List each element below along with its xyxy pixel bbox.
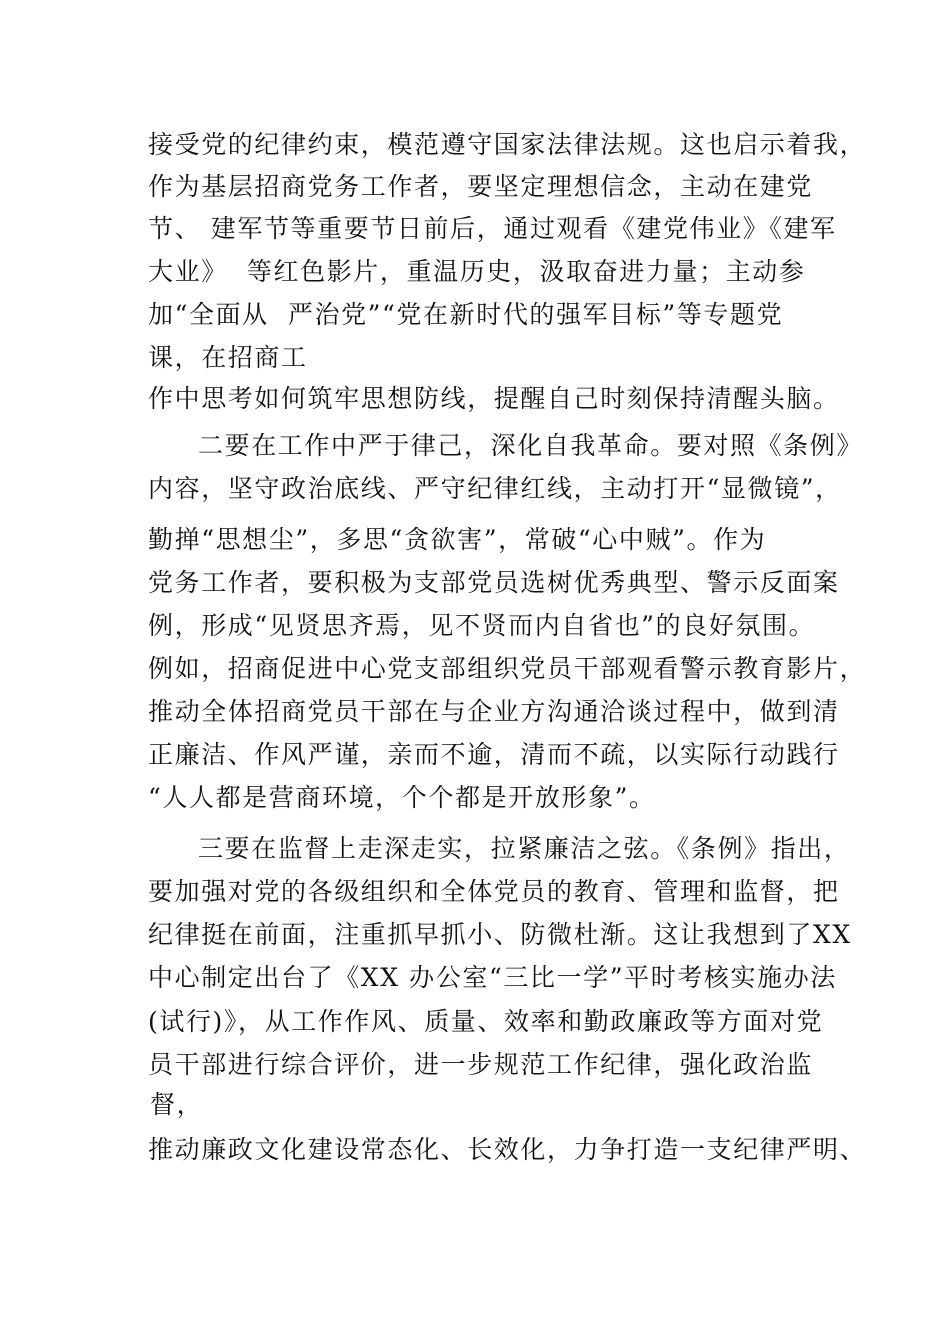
text-line-19: 纪律挺在前面，注重抓早抓小、防微杜渐。这让我想到了XX	[148, 920, 852, 949]
paragraph-2-first-line: 二要在工作中严于律己，深化自我革命。要对照《条例》	[198, 431, 864, 460]
text-line-15: 正廉洁、作风严谨，亲而不逾，清而不疏，以实际行动践行	[148, 740, 840, 769]
text-line-21: (试行)》，从工作作风、质量、效率和勤政廉政等方面对党	[148, 1007, 824, 1036]
text-line-5: 加“全面从 严治党”“党在新时代的强军目标”等专题党	[148, 300, 784, 329]
text-line-11: 党务工作者，要积极为支部党员选树优秀典型、警示反面案	[148, 568, 840, 597]
text-line-2: 作为基层招商党务工作者，要坚定理想信念，主动在建党	[148, 172, 814, 201]
text-line-7: 作中思考如何筑牢思想防线，提醒自己时刻保持清醒头脑。	[148, 384, 840, 413]
text-line-12: 例，形成“见贤思齐焉，见不贤而内自省也”的良好氛围。	[148, 611, 816, 640]
text-line-24: 推动廉政文化建设常态化、长效化，力争打造一支纪律严明、	[148, 1135, 867, 1164]
text-line-10: 勤掸“思想尘”，多思“贪欲害”，常破“心中贼”。作为	[148, 525, 767, 554]
text-line-18: 要加强对党的各级组织和全体党员的教育、管理和监督，把	[148, 877, 840, 906]
text-line-1: 接受党的纪律约束，模范遵守国家法律法规。这也启示着我，	[148, 130, 867, 159]
text-line-20: 中心制定出台了《XX 办公室“三比一学”平时考核实施办法	[148, 963, 837, 992]
text-line-9: 内容，坚守政治底线、严守纪律红线，主动打开“显微镜”，	[148, 474, 842, 503]
text-line-3: 节、 建军节等重要节日前后，通过观看《建党伟业》《建军	[148, 214, 837, 243]
text-line-13: 例如，招商促进中心党支部组织党员干部观看警示教育影片，	[148, 654, 867, 683]
paragraph-3-first-line: 三要在监督上走深走实，拉紧廉洁之弦。《条例》指出，	[198, 834, 851, 863]
text-line-14: 推动全体招商党员干部在与企业方沟通洽谈过程中，做到清	[148, 697, 840, 726]
text-line-16: “人人都是营商环境，个个都是开放形象”。	[148, 783, 656, 812]
text-line-6: 课，在招商工	[148, 343, 308, 372]
text-line-23: 督，	[150, 1090, 204, 1119]
text-line-22: 员干部进行综合评价，进一步规范工作纪律，强化政治监	[148, 1050, 814, 1079]
text-line-4: 大业》 等红色影片，重温历史，汲取奋进力量；主动参	[148, 257, 806, 286]
